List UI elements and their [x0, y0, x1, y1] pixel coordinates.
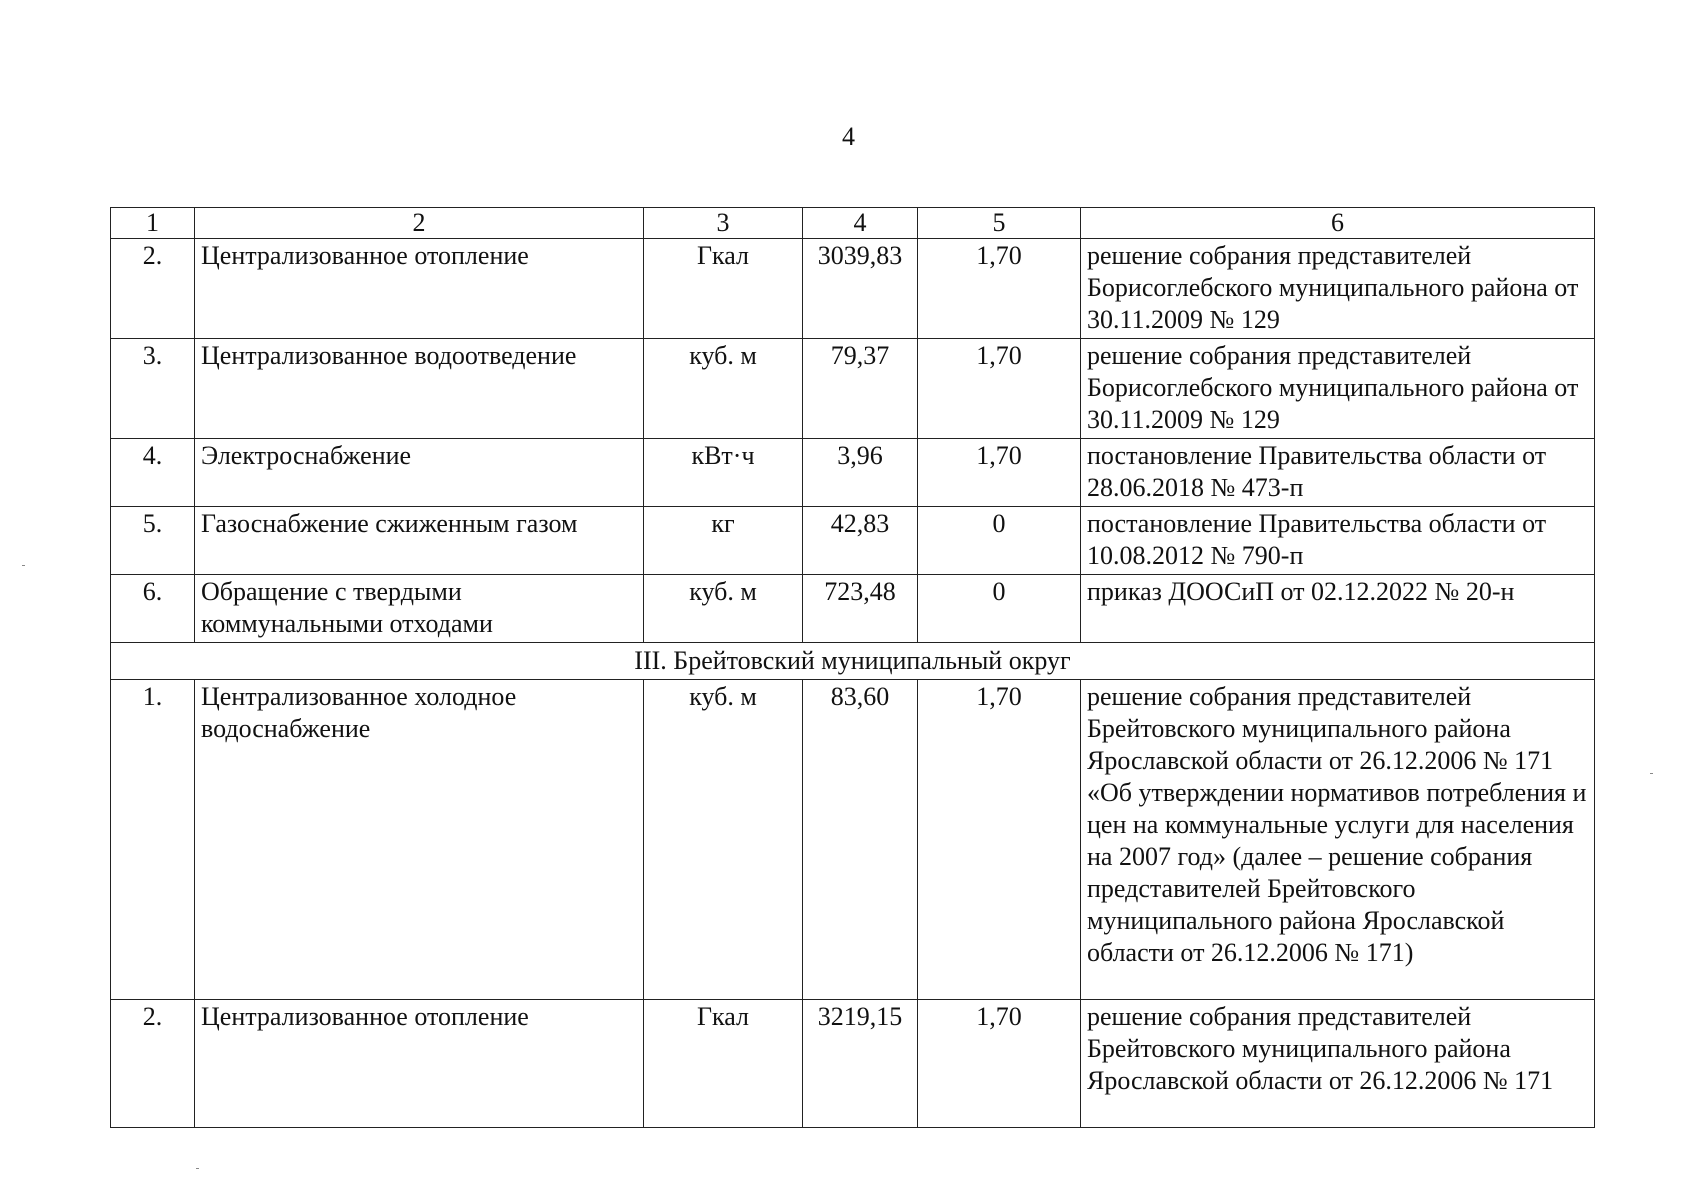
header-cell: 6 [1081, 208, 1595, 239]
coefficient: 1,70 [918, 439, 1081, 507]
header-cell: 5 [918, 208, 1081, 239]
table-row [111, 239, 1595, 339]
legal-basis: решение собрания представителей Брейтовского муниципального района Ярославской области от 26.12.2006 № 171 [1081, 1000, 1595, 1128]
page-number: 4 [842, 122, 855, 151]
table-row [111, 507, 1595, 575]
table-row [111, 339, 1595, 439]
service-name: Централизованное отопление [195, 239, 644, 339]
legal-basis: решение собрания представителей Борисоглебского муниципального района от 30.11.2009 № 129 [1081, 339, 1595, 439]
legal-basis: постановление Правительства области от 28.06.2018 № 473-п [1081, 439, 1595, 507]
unit: куб. м [644, 680, 803, 1000]
section-row [111, 643, 1595, 680]
scan-speck [1650, 773, 1653, 774]
service-name: Централизованное отопление [195, 1000, 644, 1128]
value: 42,83 [803, 507, 918, 575]
row-number: 5. [111, 507, 195, 575]
value: 83,60 [803, 680, 918, 1000]
coefficient: 1,70 [918, 1000, 1081, 1128]
table-row [111, 1000, 1595, 1128]
unit: кВт·ч [644, 439, 803, 507]
table-row [111, 680, 1595, 1000]
legal-basis: постановление Правительства области от 10.08.2012 № 790-п [1081, 507, 1595, 575]
service-name: Централизованное водоотведение [195, 339, 644, 439]
row-number: 6. [111, 575, 195, 643]
coefficient: 0 [918, 575, 1081, 643]
service-name: Электроснабжение [195, 439, 644, 507]
value: 3219,15 [803, 1000, 918, 1128]
value: 723,48 [803, 575, 918, 643]
value: 79,37 [803, 339, 918, 439]
row-number: 3. [111, 339, 195, 439]
service-name: Обращение с твердыми коммунальными отходами [195, 575, 644, 643]
tariff-table [110, 207, 1595, 1128]
legal-basis: приказ ДООСиП от 02.12.2022 № 20-н [1081, 575, 1595, 643]
row-number: 2. [111, 239, 195, 339]
row-number: 2. [111, 1000, 195, 1128]
header-cell: 1 [111, 208, 195, 239]
scan-speck [22, 565, 25, 566]
legal-basis: решение собрания представителей Брейтовского муниципального района Ярославской области от 26.12.2006 № 171 «Об утверждении нормативов потребления и цен на коммунальные услуги для населения на 2007 год» (далее – решение собрания представителей Брейтовского муниципального района Ярославской области от 26.12.2006 № 171) [1081, 680, 1595, 1000]
unit: куб. м [644, 339, 803, 439]
row-number: 1. [111, 680, 195, 1000]
coefficient: 1,70 [918, 239, 1081, 339]
service-name: Газоснабжение сжиженным газом [195, 507, 644, 575]
value: 3,96 [803, 439, 918, 507]
section-title: III. Брейтовский муниципальный округ [111, 643, 1595, 680]
coefficient: 1,70 [918, 339, 1081, 439]
unit: куб. м [644, 575, 803, 643]
coefficient: 0 [918, 507, 1081, 575]
value: 3039,83 [803, 239, 918, 339]
coefficient: 1,70 [918, 680, 1081, 1000]
unit: Гкал [644, 1000, 803, 1128]
row-number: 4. [111, 439, 195, 507]
header-cell: 4 [803, 208, 918, 239]
unit: Гкал [644, 239, 803, 339]
unit: кг [644, 507, 803, 575]
table-header-row [111, 208, 1595, 239]
scan-speck [196, 1168, 199, 1169]
table-row [111, 439, 1595, 507]
table-row [111, 575, 1595, 643]
legal-basis: решение собрания представителей Борисоглебского муниципального района от 30.11.2009 № 129 [1081, 239, 1595, 339]
service-name: Централизованное холодное водоснабжение [195, 680, 644, 1000]
header-cell: 3 [644, 208, 803, 239]
header-cell: 2 [195, 208, 644, 239]
